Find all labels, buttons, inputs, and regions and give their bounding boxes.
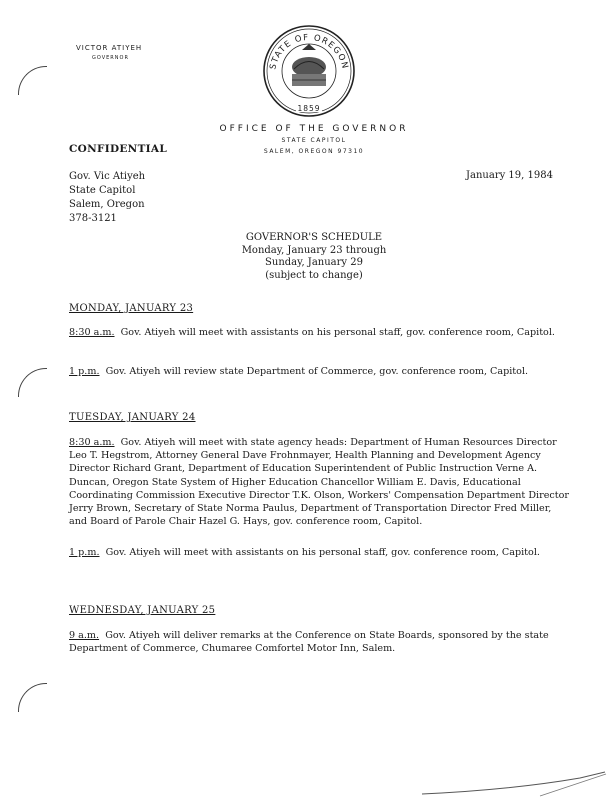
binder-hole-mark <box>18 66 47 95</box>
entry-text: Gov. Atiyeh will meet with assistants on his personal staff, gov. conference room, Capitol. <box>105 547 540 558</box>
address-line: Gov. Vic Atiyeh <box>69 171 146 182</box>
office-address-line2: SALEM, OREGON 97310 <box>263 148 365 155</box>
schedule-entry <box>69 326 569 339</box>
office-address-line1: STATE CAPITOL <box>281 137 347 144</box>
day-heading-wednesday: WEDNESDAY, JANUARY 25 <box>69 605 216 616</box>
schedule-entry <box>69 436 569 528</box>
sender-address <box>69 170 145 226</box>
schedule-title: GOVERNOR'S SCHEDULE <box>245 232 383 243</box>
office-title: OFFICE OF THE GOVERNOR <box>219 124 409 134</box>
day-heading-monday: MONDAY, JANUARY 23 <box>69 303 194 314</box>
schedule-range-end: Sunday, January 29 <box>265 257 363 268</box>
entry-time: 1 p.m. <box>69 366 100 377</box>
schedule-note: (subject to change) <box>265 269 363 281</box>
entry-text: Gov. Atiyeh will review state Department of Commerce, gov. conference room, Capitol. <box>105 366 529 377</box>
governor-title: GOVERNOR <box>92 55 129 61</box>
schedule-entry <box>69 629 569 655</box>
address-line: State Capitol <box>69 185 136 196</box>
pen-mark <box>420 770 610 798</box>
document-date: January 19, 1984 <box>466 170 553 181</box>
schedule-heading <box>0 232 616 282</box>
confidential-label: CONFIDENTIAL <box>69 143 168 155</box>
schedule-entry <box>69 546 569 559</box>
address-line: Salem, Oregon <box>69 199 145 210</box>
state-seal <box>262 24 356 118</box>
seal-year: 1859 <box>297 104 321 113</box>
entry-time: 8:30 a.m. <box>69 327 115 338</box>
seal-text: STATE OF OREGON <box>268 32 350 71</box>
governor-name: VICTOR ATIYEH <box>76 44 143 52</box>
binder-hole-mark <box>18 683 47 712</box>
binder-hole-mark <box>18 368 47 397</box>
entry-time: 9 a.m. <box>69 630 100 641</box>
schedule-range-start: Monday, January 23 through <box>241 244 387 256</box>
day-heading-tuesday: TUESDAY, JANUARY 24 <box>69 412 196 423</box>
entry-time: 1 p.m. <box>69 547 100 558</box>
entry-time: 8:30 a.m. <box>69 437 115 448</box>
schedule-entry <box>69 365 569 378</box>
address-line: 378-3121 <box>69 213 117 224</box>
entry-text: Gov. Atiyeh will meet with state agency heads: Department of Human Resources Director Leo T. Hegstrom, Attorney General Dave Frohnmayer, Health Planning and Development Agency Director Richard Grant, Department of Education Superintendent of Public Instruction Verne A. Duncan, Oregon State System of Higher Education Chancellor William E. Davis, Educational Coordinating Commission Executive Director T.K. Olson, Workers' Compensation Department Director Jerry Brown, Secretary of State Norma Paulus, Department of Transportation Director Fred Miller, and Board of Parole Chair Hazel G. Hays, gov. conference room, Capitol. <box>69 437 569 528</box>
entry-text: Gov. Atiyeh will meet with assistants on his personal staff, gov. conference room, Capitol. <box>120 327 555 338</box>
entry-text: Gov. Atiyeh will deliver remarks at the Conference on State Boards, sponsored by the state Department of Commerce, Chumaree Comfortel Motor Inn, Salem. <box>69 630 549 655</box>
